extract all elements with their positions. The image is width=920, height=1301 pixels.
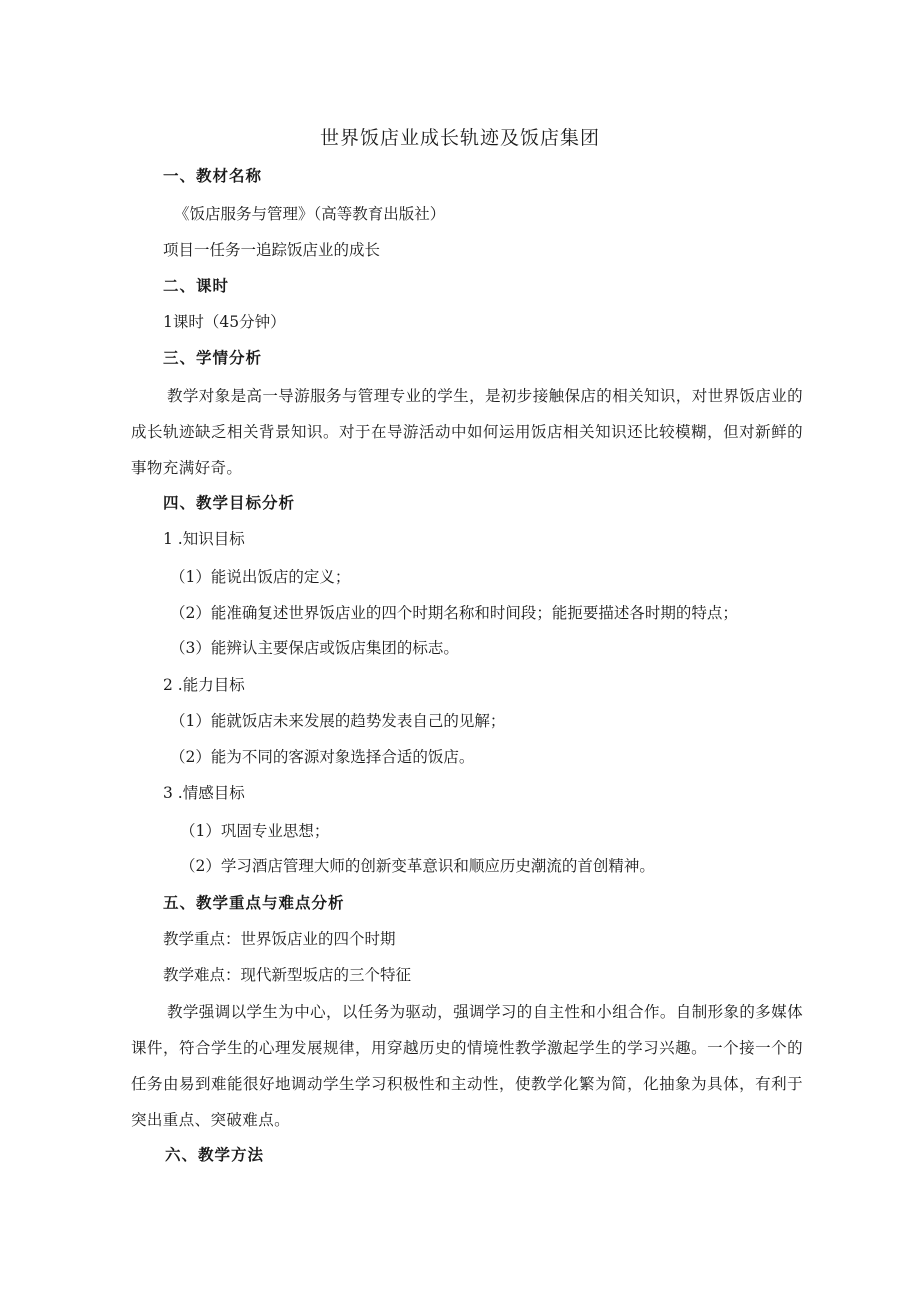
class-hours: 1课时（45分钟）	[163, 313, 286, 331]
section-heading-hours: 二、课时	[163, 276, 230, 295]
ability-objective-item: （2）能为不同的客源对象选择合适的饭店。	[170, 748, 475, 766]
ability-objective-item: （1）能就饭店未来发展的趋势发表自己的见解；	[170, 712, 506, 730]
page-title: 世界饭店业成长轨迹及饭店集团	[319, 127, 600, 149]
emotion-objective-title: 3 .情感目标	[163, 784, 245, 802]
ability-objective-title: 2 .能力目标	[163, 676, 245, 694]
knowledge-objective-item: （2）能准确复述世界饭店业的四个时期名称和时间段；能扼要描述各时期的特点；	[170, 604, 738, 622]
section-heading-student-analysis: 三、学情分析	[163, 348, 263, 367]
section-heading-methods: 六、教学方法	[165, 1145, 265, 1164]
knowledge-objective-item: （3）能辨认主要保店或饭店集团的标志。	[170, 639, 459, 657]
key-point: 教学重点：世界饭店业的四个时期	[163, 930, 396, 948]
student-analysis-paragraph: 教学对象是高一导游服务与管理专业的学生，是初步接触保店的相关知识，对世界饭店业的成长轨迹缺乏相关背景知识。对于在导游活动中如何运用饭店相关知识还比较模糊，但对新鲜的事物充满好奇。	[131, 387, 804, 477]
textbook-name: 《饭店服务与管理》（高等教育出版社）	[174, 205, 446, 223]
knowledge-objective-title: 1 .知识目标	[163, 530, 245, 548]
knowledge-objective-item: （1）能说出饭店的定义；	[170, 568, 351, 586]
teaching-strategy-paragraph: 教学强调以学生为中心，以任务为驱动，强调学习的自主性和小组合作。自制形象的多媒体课件，符合学生的心理发展规律，用穿越历史的情境性教学激起学生的学习兴趣。一个接一个的任务由易到难能很好地调动学生学习积极性和主动性，使教学化繁为简，化抽象为具体，有利于突出重点、突破难点。	[131, 1003, 804, 1129]
difficulty-point: 教学难点：现代新型坂店的三个特征	[163, 966, 412, 984]
section-heading-key-difficulty: 五、教学重点与难点分析	[163, 893, 345, 912]
section-heading-textbook: 一、教材名称	[163, 166, 263, 185]
section-heading-objectives: 四、教学目标分析	[163, 493, 296, 512]
emotion-objective-item: （1）巩固专业思想；	[180, 822, 330, 840]
project-name: 项目一任务一追踪饭店业的成长	[163, 241, 381, 259]
emotion-objective-item: （2）学习酒店管理大师的创新变革意识和顺应历史潮流的首创精神。	[180, 857, 655, 875]
